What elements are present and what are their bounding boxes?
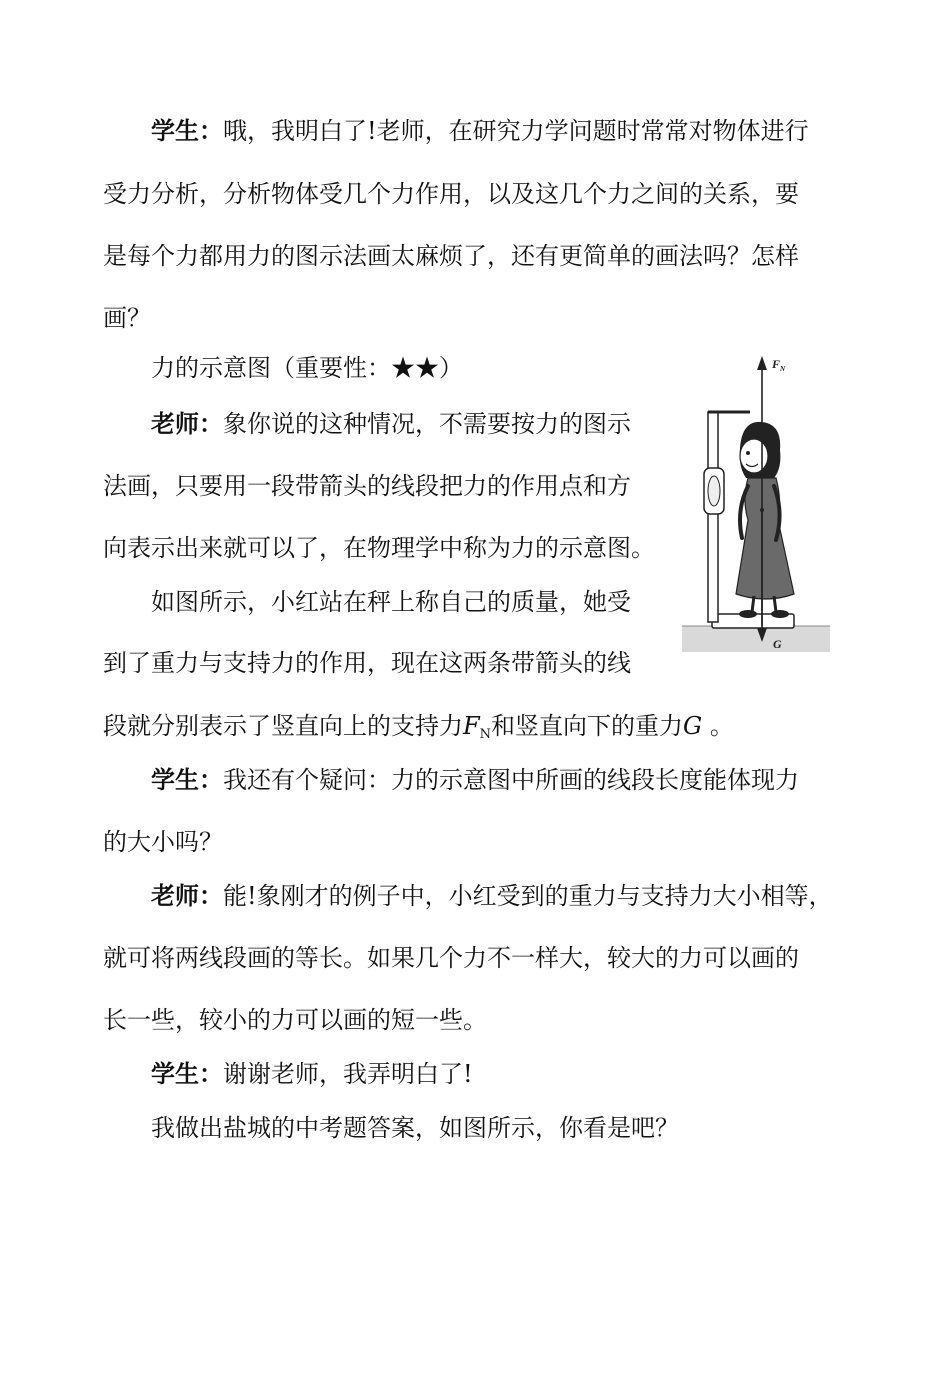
paragraph-example-line-1: 如图所示，小红站在秤上称自己的质量，她受 <box>151 588 631 616</box>
paragraph-example-line-2: 到了重力与支持力的作用，现在这两条带箭头的线 <box>103 649 631 677</box>
paragraph-student-thanks: 学生：谢谢老师，我弄明白了! <box>151 1059 473 1088</box>
paragraph-student-question-line-2: 受力分析，分析物体受几个力作用，以及这几个力之间的关系，要 <box>103 180 799 208</box>
ground <box>682 626 830 652</box>
text: 哦，我明白了!老师，在研究力学问题时常常对物体进行 <box>223 117 809 145</box>
force-g-symbol: G <box>683 712 703 740</box>
speaker-label-student: 学生： <box>151 765 223 794</box>
force-diagram-figure <box>682 350 830 652</box>
girl-face <box>740 439 768 473</box>
paragraph-student-question-line-1 <box>151 115 809 147</box>
paragraph-closing: 我做出盐城的中考题答案，如图所示，你看是吧？ <box>151 1114 679 1142</box>
paragraph-student-question-line-3: 是每个力都用力的图示法画太麻烦了，还有更简单的画法吗？怎样 <box>103 242 799 270</box>
paragraph-teacher-reply-line-3: 长一些，较小的力可以画的短一些。 <box>103 1006 487 1034</box>
paragraph-teacher-answer-line-1 <box>151 408 631 440</box>
fn-label: $F_N$ <box>772 357 786 373</box>
paragraph-teacher-reply-line-1: 老师：能!象刚才的例子中，小红受到的重力与支持力大小相等， <box>151 881 833 910</box>
g-label: G <box>773 637 782 651</box>
paragraph-student-question-line-4: 画？ <box>103 304 151 332</box>
force-diagram-svg <box>682 350 830 652</box>
paragraph-teacher-reply-line-2: 就可将两线段画的等长。如果几个力不一样大，较大的力可以画的 <box>103 944 799 972</box>
support-force-arrowhead <box>757 356 767 370</box>
section-heading: 力的示意图（重要性：★★） <box>151 354 463 382</box>
paragraph-teacher-answer-line-2: 法画，只要用一段带箭头的线段把力的作用点和方 <box>103 472 631 500</box>
paragraph-student-doubt-line-1: 学生：我还有个疑问：力的示意图中所画的线段长度能体现力 <box>151 765 799 794</box>
center-of-gravity <box>760 508 764 512</box>
speaker-label-student: 学生： <box>151 116 223 145</box>
speaker-label-teacher: 老师： <box>151 881 223 910</box>
scale-column <box>708 412 718 622</box>
paragraph-student-doubt-line-2: 的大小吗？ <box>103 828 223 856</box>
paragraph-example-line-3: 段就分别表示了竖直向上的支持力$F_N$和竖直向下的重力G 。 <box>103 712 734 742</box>
text: 象你说的这种情况，不需要按力的图示 <box>223 410 631 438</box>
paragraph-teacher-answer-line-3: 向表示出来就可以了，在物理学中称为力的示意图。 <box>103 534 655 562</box>
force-fn-symbol: $F_N$ <box>463 712 492 742</box>
speaker-label-teacher: 老师： <box>151 409 223 438</box>
speaker-label-student: 学生： <box>151 1059 223 1088</box>
